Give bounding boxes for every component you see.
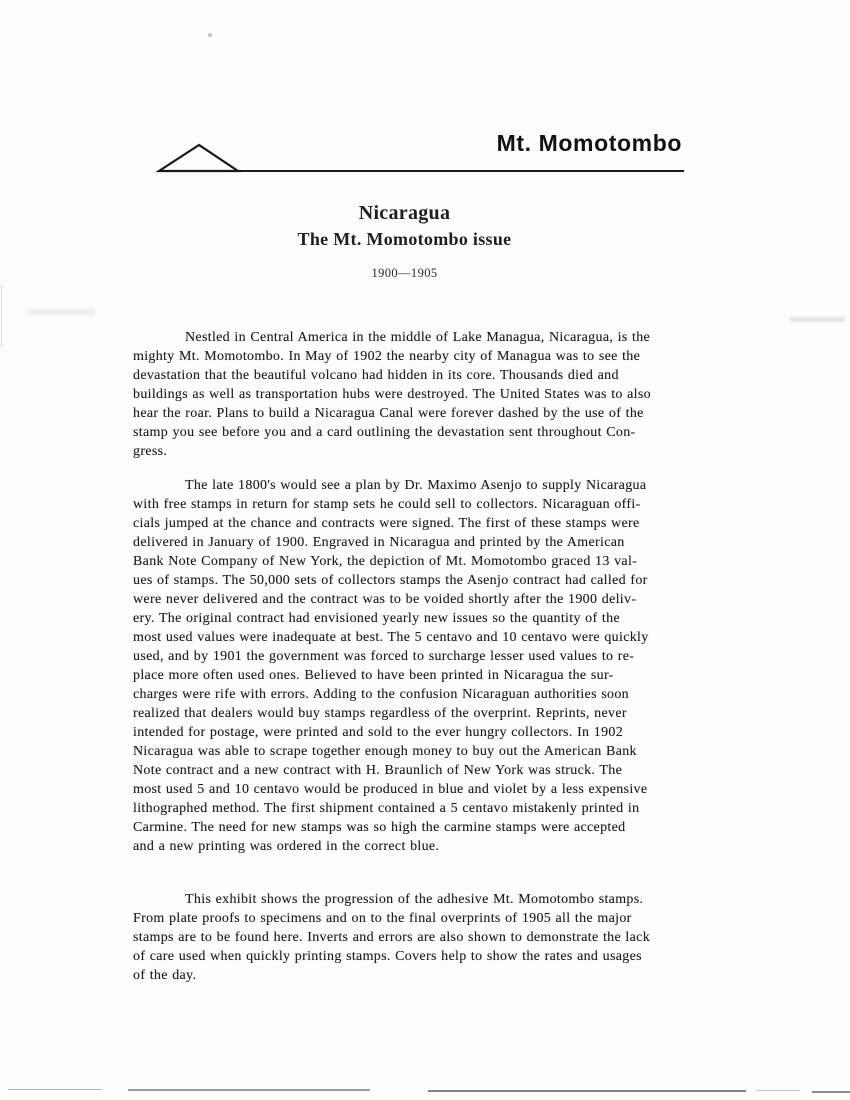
text-line: The late 1800's would see a plan by Dr. Maximo Asenjo to supply Nicaragua [185,478,647,493]
scan-artifact-edge-line [1,285,2,347]
header-rule [159,170,684,172]
text-line: most used values were inadequate at best. The 5 centavo and 10 centavo were quickly [133,630,649,645]
text-line: ues of stamps. The 50,000 sets of collectors stamps the Asenjo contract had called for [133,573,648,588]
page-header-title: Mt. Momotombo [496,130,682,156]
text-line: cials jumped at the chance and contracts were signed. The first of these stamps were [133,516,640,531]
exhibit-issue-subtitle: The Mt. Momotombo issue [297,229,512,249]
text-line: and a new printing was ordered in the correct blue. [133,839,440,854]
text-line: lithographed method. The first shipment contained a 5 centavo mistakenly printed in [133,801,640,816]
text-line: hear the roar. Plans to build a Nicaragua Canal were forever dashed by the use of the [133,406,644,421]
body-paragraph-exhibit-overview [133,890,733,985]
text-line: gress. [133,444,168,459]
body-paragraph-history [133,476,733,856]
text-line: charges were rife with errors. Adding to the confusion Nicaraguan authorities soon [133,687,630,702]
text-line: From plate proofs to specimens and on to the final overprints of 1905 all the major [133,911,632,926]
exhibit-country-title: Nicaragua [358,202,451,224]
text-line: ery. The original contract had envisioned yearly new issues so the quantity of the [133,611,620,626]
text-line: This exhibit shows the progression of the adhesive Mt. Momotombo stamps. [185,892,644,907]
body-paragraph-intro [133,328,733,461]
scan-artifact-bottom-line [128,1089,370,1091]
text-line: were never delivered and the contract was to be voided shortly after the 1900 deliv- [133,592,637,607]
text-line: devastation that the beautiful volcano had hidden in its core. Thousands died and [133,368,619,383]
text-line: Note contract and a new contract with H. Braunlich of New York was struck. The [133,763,623,778]
scan-artifact-smudge [28,309,96,315]
text-line: Nicaragua was able to scrape together enough money to buy out the American Bank [133,744,637,759]
text-line: intended for postage, were printed and sold to the ever hungry collectors. In 1902 [133,725,624,740]
text-line: delivered in January of 1900. Engraved in Nicaragua and printed by the American [133,535,625,550]
scan-artifact-bottom-line [812,1091,850,1093]
text-line: Carmine. The need for new stamps was so high the carmine stamps were accepted [133,820,626,835]
text-line: of the day. [133,968,197,983]
text-line: place more often used ones. Believed to have been printed in Nicaragua the sur- [133,668,614,683]
text-line: stamps are to be found here. Inverts and errors are also shown to demonstrate the lack [133,930,651,945]
text-line: Nestled in Central America in the middle of Lake Managua, Nicaragua, is the [185,330,651,345]
scan-artifact-bottom-line [428,1090,746,1092]
scan-artifact-smudge [790,317,845,322]
text-line: used, and by 1901 the government was forced to surcharge lesser used values to re- [133,649,635,664]
scan-artifact-bottom-line [756,1090,800,1091]
scan-artifact-speck [208,33,212,37]
text-line: buildings as well as transportation hubs were destroyed. The United States was to also [133,387,651,402]
scan-artifact-bottom-line [8,1089,102,1090]
text-line: most used 5 and 10 centavo would be produced in blue and violet by a less expensive [133,782,648,797]
text-line: Bank Note Company of New York, the depiction of Mt. Momotombo graced 13 val- [133,554,638,569]
exhibit-years: 1900—1905 [371,266,438,280]
text-line: mighty Mt. Momotombo. In May of 1902 the nearby city of Managua was to see the [133,349,641,364]
text-line: with free stamps in return for stamp sets he could sell to collectors. Nicaraguan offi- [133,497,641,512]
text-line: realized that dealers would buy stamps regardless of the overprint. Reprints, never [133,706,627,721]
text-line: stamp you see before you and a card outlining the devastation sent throughout Con- [133,425,636,440]
text-line: of care used when quickly printing stamps. Covers help to show the rates and usages [133,949,642,964]
